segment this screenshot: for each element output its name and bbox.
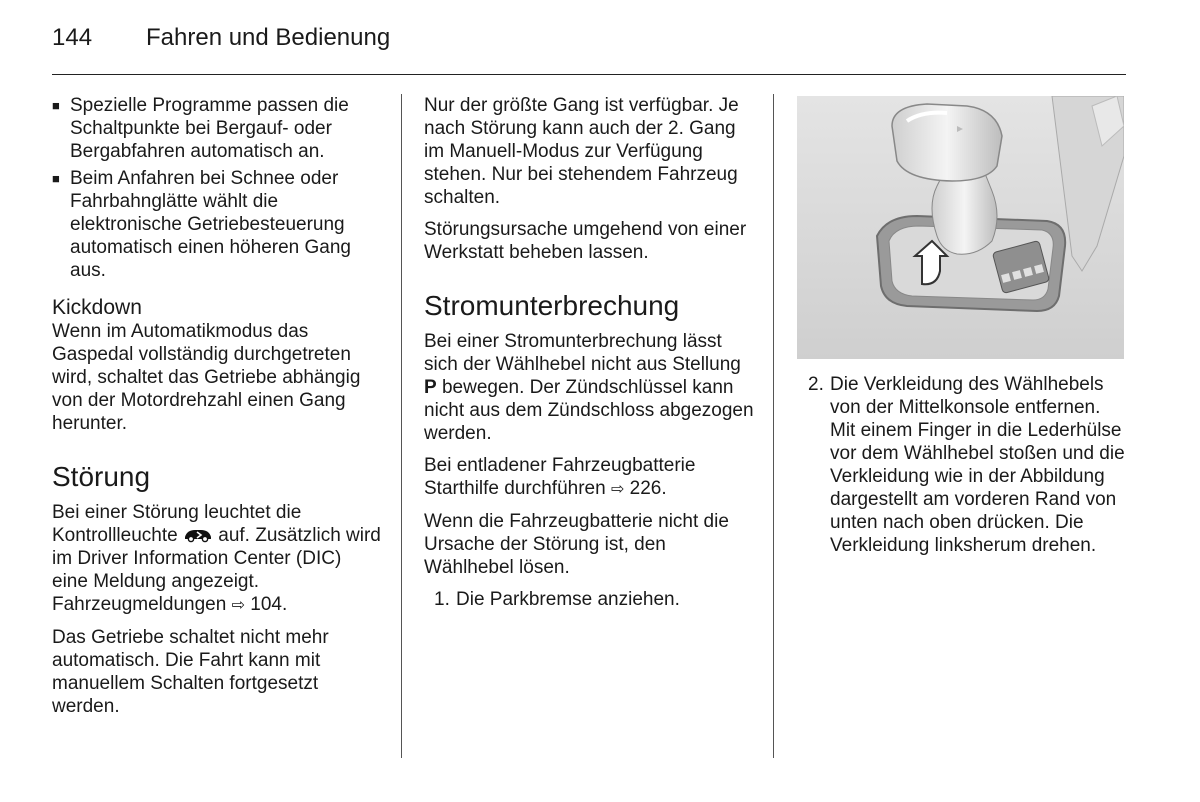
kickdown-heading: Kickdown [52, 296, 142, 319]
page-header [52, 24, 390, 52]
column-divider-1 [401, 94, 402, 758]
page-number: 144 [52, 24, 93, 51]
reference-arrow-icon: ⇨ [231, 597, 245, 614]
stoerung-paragraph-2: Das Getriebe schaltet nicht mehr automatisch. Die Fahrt kann mit manuellem Schalten fortgesetzt werden. [52, 627, 329, 717]
reference-arrow-icon: ⇨ [610, 481, 625, 498]
header-rule [52, 74, 1126, 75]
page-title: Fahren und Bedienung [146, 24, 391, 51]
paragraph: Bei einer Stromunterbrechung lässt sich der Wählhebel nicht aus Stellung P bewegen. Der Zündschlüssel kann nicht aus dem Zündschloss abgezogen werden. [424, 331, 754, 444]
stromunterbrechung-heading: Stromunterbrechung [424, 290, 680, 321]
step-1: 1. Die Parkbremse anziehen. [434, 589, 680, 610]
stoerung-heading: Störung [52, 461, 151, 492]
column-2 [424, 94, 758, 620]
step-2: 2. Die Verkleidung des Wählhebels von der Mittelkonsole entfernen. Mit einem Finger in die Lederhülse vor dem Wählhebel stoßen und die Verkleidung wie in der Abbildung dargestellt am vorderen Rand von unten nach oben drücken. Die Verkleidung linksherum drehen. [808, 374, 1125, 556]
paragraph: Bei entladener Fahrzeugbatterie Starthilfe durchführen ⇨ 226. [424, 455, 696, 499]
paragraph: Nur der größte Gang ist verfügbar. Je nach Störung kann auch der 2. Gang im Manuell-Modus zur Verfügung stehen. Nur bei stehendem Fahrzeug schalten. [424, 95, 739, 208]
paragraph: Wenn die Fahrzeugbatterie nicht die Ursache der Störung ist, den Wählhebel lösen. [424, 511, 729, 578]
paragraph: Störungsursache umgehend von einer Werkstatt beheben lassen. [424, 219, 747, 263]
column-divider-2 [773, 94, 774, 758]
list-item: ■ Spezielle Programme passen die Schaltpunkte bei Bergauf- oder Bergabfahren automatisch an. [52, 94, 382, 163]
bullet-list [52, 94, 382, 282]
column-3 [804, 373, 1126, 566]
gear-selector-illustration [797, 96, 1124, 359]
transmission-warning-lamp-icon [183, 527, 213, 543]
kickdown-text: Wenn im Automatikmodus das Gaspedal vollständig durchgetreten wird, schaltet das Getriebe abhängig von der Motordrehzahl einen Gang herunter. [52, 321, 361, 434]
column-1 [52, 94, 382, 727]
list-item: ■ Beim Anfahren bei Schnee oder Fahrbahnglätte wählt die elektronische Getriebesteuerung automatisch einen höheren Gang aus. [52, 167, 382, 282]
stoerung-paragraph-1: Bei einer Störung leuchtet die Kontrollleuchte auf. Zusätzlich wird im Driver Information Center (DIC) eine Meldung angezeigt. Fahrzeugmeldungen ⇨ 104. [52, 502, 381, 615]
